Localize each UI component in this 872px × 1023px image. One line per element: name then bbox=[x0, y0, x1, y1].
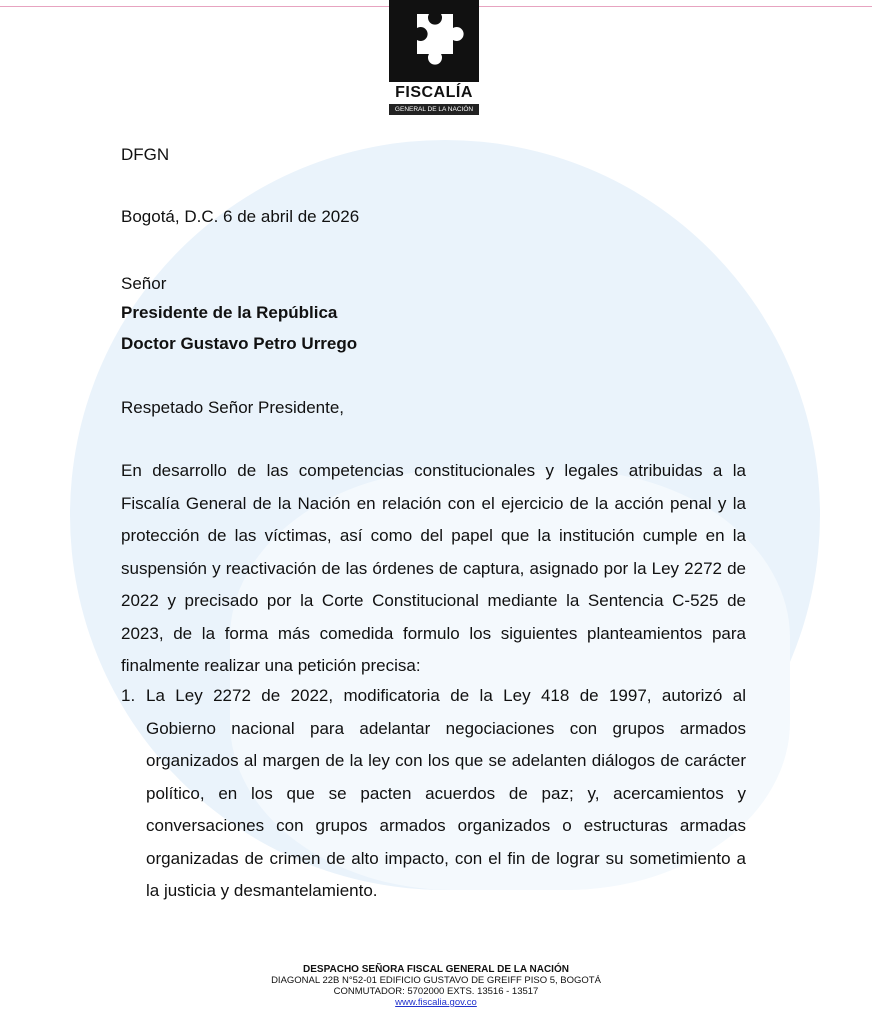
footer-website-link[interactable]: www.fiscalia.gov.co bbox=[395, 997, 477, 1008]
logo-name: FISCALÍA bbox=[395, 84, 473, 101]
footer bbox=[0, 964, 872, 1008]
list-number: 1. bbox=[121, 686, 136, 705]
numbered-list bbox=[121, 680, 746, 908]
list-item bbox=[121, 680, 746, 908]
puzzle-icon bbox=[389, 0, 479, 82]
fiscalia-logo bbox=[389, 0, 479, 116]
recipient-role: Presidente de la República bbox=[121, 303, 338, 322]
body-paragraph: En desarrollo de las competencias constitucionales y legales atribuidas a la Fiscalía General de la Nación en relación con el ejercicio de la acción penal y la protección de las víctimas, así como del papel que la institución cumple en la suspensión y reactivación de las órdenes de captura, asignado por la Ley 2272 de 2022 y precisado por la Corte Constitucional mediante la Sentencia C-525 de 2023, de la forma más comedida formulo los siguientes planteamientos para finalmente realizar una petición precisa: bbox=[121, 461, 746, 675]
footer-phone: CONMUTADOR: 5702000 EXTS. 13516 - 13517 bbox=[333, 986, 539, 997]
greeting: Respetado Señor Presidente, bbox=[121, 398, 345, 417]
list-text: La Ley 2272 de 2022, modificatoria de la Ley 418 de 1997, autorizó al Gobierno nacional para adelantar negociaciones con grupos armados organizados al margen de la ley con los que se adelanten diálogos de carácter político, en los que se pacten acuerdos de paz; y, acercamientos y conversaciones con grupos armados organizados o estructuras armadas organizadas de crimen de alto impacto, con el fin de lograr su sometimiento a la justicia y desmantelamiento. bbox=[146, 686, 746, 900]
recipient-name: Doctor Gustavo Petro Urrego bbox=[121, 334, 358, 353]
footer-address: DIAGONAL 22B N°52-01 EDIFICIO GUSTAVO DE GREIFF PISO 5, BOGOTÁ bbox=[271, 975, 601, 986]
date: Bogotá, D.C. 6 de abril de 2026 bbox=[121, 207, 360, 226]
salutation-title: Señor bbox=[121, 274, 167, 293]
reference: DFGN bbox=[121, 145, 170, 164]
logo-subtitle: GENERAL DE LA NACIÓN bbox=[389, 104, 479, 115]
footer-office: DESPACHO SEÑORA FISCAL GENERAL DE LA NACIÓN bbox=[303, 964, 569, 975]
